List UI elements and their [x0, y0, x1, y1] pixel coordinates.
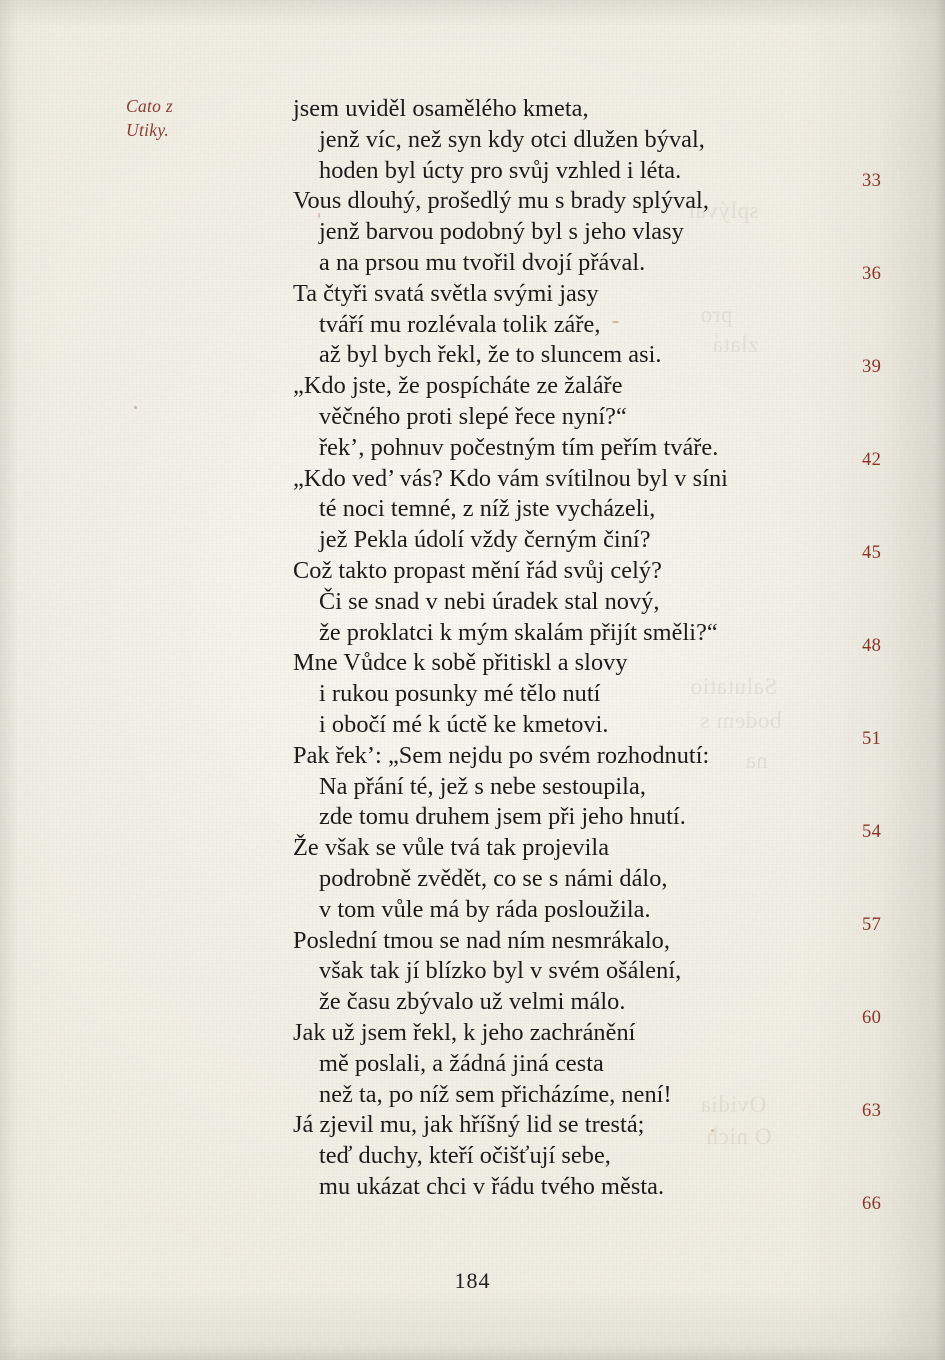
bleed-through-text: Salutatio — [690, 674, 778, 699]
verse-line: Na přání té, jež s nebe sestoupila, — [319, 772, 646, 800]
verse-line: řek’, pohnuv počestným tím peřím tváře. — [319, 433, 719, 461]
margin-note-line-1: Cato z — [126, 96, 174, 116]
tercet — [293, 556, 853, 648]
tercet — [293, 279, 853, 371]
bleed-through-text: Ovidia — [700, 1092, 767, 1117]
verse-line: Vous dlouhý, prošedlý mu s brady splýval, — [293, 187, 709, 215]
margin-note — [126, 94, 276, 142]
verse-line: hoden byl úcty pro svůj vzhled i léta. — [319, 156, 682, 184]
page-number: 184 — [454, 1268, 491, 1293]
tercet — [293, 741, 853, 833]
verse-line: Pak řek’: „Sem nejdu po svém rozhodnutí: — [293, 741, 710, 769]
line-number: 33 — [862, 171, 882, 191]
tercet — [293, 648, 853, 740]
bleed-through-text: splýval — [688, 198, 759, 223]
bleed-through-text: O nich — [706, 1124, 772, 1149]
line-number: 63 — [862, 1101, 882, 1121]
verse-line: Poslední tmou se nad ním nesmrákalo, — [293, 926, 671, 954]
verse-line: až byl bych řekl, že to sluncem asi. — [319, 341, 662, 369]
tercet — [293, 186, 853, 278]
verse-line: Já zjevil mu, jak hříšný lid se trestá; — [293, 1111, 645, 1139]
verse-line: že proklatci k mým skalám přijít směli?“ — [319, 618, 718, 646]
verse-line: že času zbývalo už velmi málo. — [319, 988, 626, 1016]
verse-line: i rukou posunky mé tělo nutí — [319, 680, 601, 708]
verse-line: podrobně zvědět, co se s námi dálo, — [319, 864, 668, 892]
line-number: 51 — [862, 729, 882, 749]
tercet — [293, 1110, 853, 1202]
verse-line: „Kdo ved’ vás? Kdo vám svítilnou byl v síni — [293, 464, 728, 492]
line-number: 45 — [862, 543, 882, 563]
verse-line: mě poslali, a žádná jiná cesta — [319, 1049, 604, 1077]
verse-column — [293, 94, 853, 1203]
verse-line: však tak jí blízko byl v svém ošálení, — [319, 957, 682, 985]
verse-line: teď duchy, kteří očišťují sebe, — [319, 1142, 611, 1170]
bleed-through-text: bodem s — [700, 708, 782, 733]
verse-line: zde tomu druhem jsem při jeho hnutí. — [319, 803, 686, 831]
verse-line: a na prsou mu tvořil dvojí přával. — [319, 248, 646, 276]
verse-line: v tom vůle má by ráda posloužila. — [319, 895, 651, 923]
verse-line: tváří mu rozlévala tolik záře, — [319, 310, 601, 338]
line-number: 39 — [862, 357, 882, 377]
bleed-through-text: pro — [700, 302, 733, 327]
line-number: 60 — [862, 1008, 882, 1028]
verse-line: Jak už jsem řekl, k jeho zachránění — [293, 1018, 636, 1046]
line-number: 36 — [862, 264, 882, 284]
margin-note-line-2: Utiky. — [126, 120, 170, 140]
tercet — [293, 833, 853, 925]
bleed-through-text: zlatá — [712, 332, 759, 357]
bleed-through-text: na — [745, 748, 768, 773]
verse-line: Mne Vůdce k sobě přitiskl a slovy — [293, 649, 628, 677]
line-number: 66 — [862, 1194, 882, 1214]
verse-line: mu ukázat chci v řádu tvého města. — [319, 1172, 665, 1200]
verse-line: Či se snad v nebi úradek stal nový, — [319, 587, 660, 615]
tercet — [293, 926, 853, 1018]
paper-speck — [134, 406, 137, 409]
line-number: 48 — [862, 636, 882, 656]
verse-line: věčného proti slepé řece nyní?“ — [319, 402, 627, 430]
line-number: 42 — [862, 450, 882, 470]
verse-line: té noci temné, z níž jste vycházeli, — [319, 495, 656, 523]
verse-line: jež Pekla údolí vždy černým činí? — [319, 526, 651, 554]
tercet — [293, 464, 853, 556]
verse-line: i obočí mé k úctě ke kmetovi. — [319, 710, 609, 738]
verse-line: jsem uviděl osamělého kmeta, — [293, 95, 589, 122]
tercet — [293, 94, 853, 186]
verse-line: než ta, po níž sem přicházíme, není! — [319, 1080, 672, 1108]
tercet — [293, 1018, 853, 1110]
line-number: 57 — [862, 915, 882, 935]
verse-line: jenž víc, než syn kdy otci dlužen býval, — [319, 125, 705, 153]
verse-line: jenž barvou podobný byl s jeho vlasy — [319, 218, 684, 246]
verse-line: „Kdo jste, že pospícháte ze žaláře — [293, 372, 623, 400]
tercet — [293, 371, 853, 463]
line-number: 54 — [862, 822, 882, 842]
verse-line: Což takto propast mění řád svůj celý? — [293, 556, 662, 584]
verse-line: Že však se vůle tvá tak projevila — [293, 834, 610, 862]
verse-line: Ta čtyři svatá světla svými jasy — [293, 279, 599, 307]
